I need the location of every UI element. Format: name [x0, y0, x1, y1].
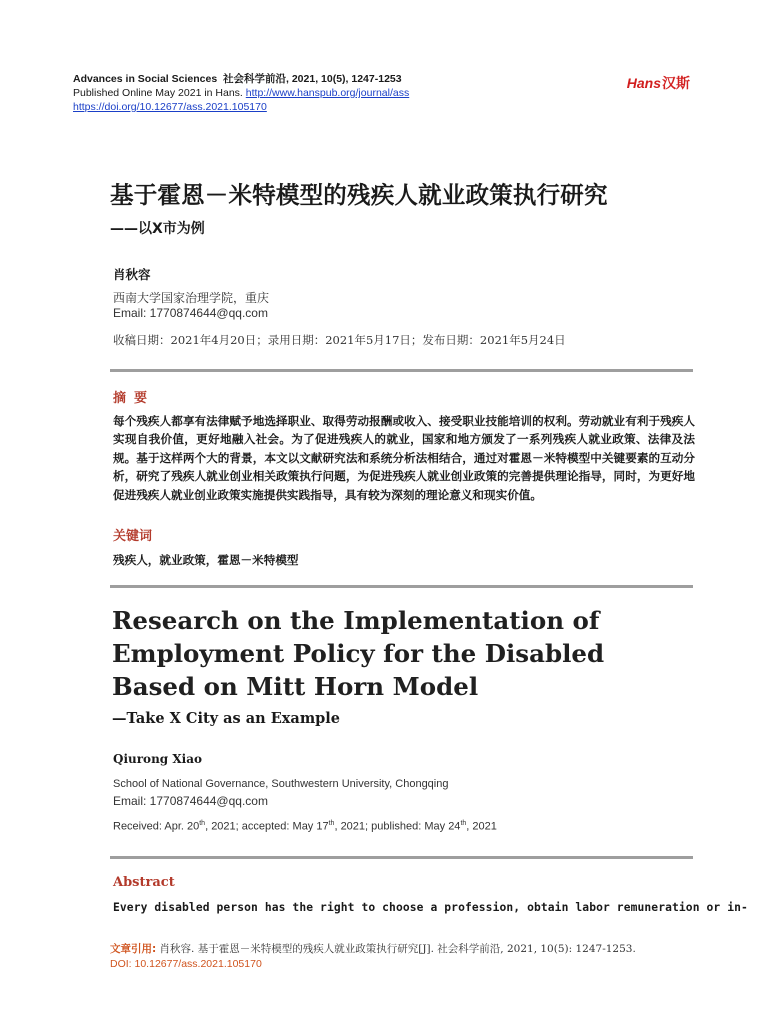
journal-name: Advances in Social Sciences [73, 73, 218, 85]
author-en: Qiurong Xiao [113, 752, 203, 766]
subtitle-cn: ——以X市为例 [110, 221, 205, 237]
journal-header [73, 72, 409, 114]
affiliation-cn: 西南大学国家治理学院，重庆 [113, 291, 270, 305]
doi-link[interactable]: https://doi.org/10.12677/ass.2021.105170 [73, 101, 267, 113]
email-cn: Email: 1770874644@qq.com [113, 306, 268, 320]
citation-doi[interactable]: DOI: 10.12677/ass.2021.105170 [110, 958, 262, 970]
keywords-cn: 残疾人，就业政策，霍恩－米特模型 [113, 553, 299, 567]
affiliation-en: School of National Governance, Southwestern University, Chongqing [113, 778, 449, 790]
divider [110, 856, 693, 859]
abstract-label-cn: 摘要 [113, 391, 156, 406]
hans-logo: Hans汉斯 [626, 75, 690, 91]
page-title-cn: 基于霍恩－米特模型的残疾人就业政策执行研究 [110, 181, 608, 209]
dates-cn: 收稿日期：2021年4月20日；录用日期：2021年5月17日；发布日期：2021年5月24日 [113, 333, 566, 347]
page-title-en: Research on the Implementation of Employment Policy for the Disabled Based on Mitt Horn Model [112, 606, 605, 701]
abstract-label-en: Abstract [113, 875, 175, 890]
journal-issue-info: 社会科学前沿, 2021, 10(5), 1247-1253 [223, 73, 402, 85]
author-cn: 肖秋容 [113, 267, 151, 282]
dates-en: Received: Apr. 20th, 2021; accepted: May 17th, 2021; published: May 24th, 2021 [113, 820, 497, 833]
abstract-en: Every disabled person has the right to choose a profession, obtain labor remuneration or in- [113, 901, 748, 914]
citation-label: 文章引用: [110, 943, 157, 955]
citation-footer [110, 942, 636, 972]
email-en: Email: 1770874644@qq.com [113, 794, 268, 808]
subtitle-en: —Take X City as an Example [112, 710, 341, 727]
divider [110, 369, 693, 372]
divider [110, 585, 693, 588]
citation-text: 肖秋容. 基于霍恩－米特模型的残疾人就业政策执行研究[J]. 社会科学前沿, 2021, 10(5): 1247-1253. [159, 943, 636, 955]
keywords-label-cn: 关键词 [113, 529, 153, 544]
journal-link[interactable]: http://www.hanspub.org/journal/ass [245, 87, 410, 99]
published-online: Published Online May 2021 in Hans. [73, 87, 243, 99]
abstract-cn: 每个残疾人都享有法律赋予地选择职业、取得劳动报酬或收入、接受职业技能培训的权利。劳动就业有利于残疾人实现自我价值，更好地融入社会。为了促进残疾人的就业，国家和地方颁发了一系列残疾人就业政策、法律及法规。基于这样两个大的背景，本文以文献研究法和系统分析法相结合，通过对霍恩－米特模型中关键要素的互动分析，研究了残疾人就业创业相关政策执行问题，为促进残疾人就业创业政策的完善提供理论指导，同时，为更好地促进残疾人就业创业政策实施提供实践指导，具有较为深刻的理论意义和现实价值。 [113, 414, 695, 502]
